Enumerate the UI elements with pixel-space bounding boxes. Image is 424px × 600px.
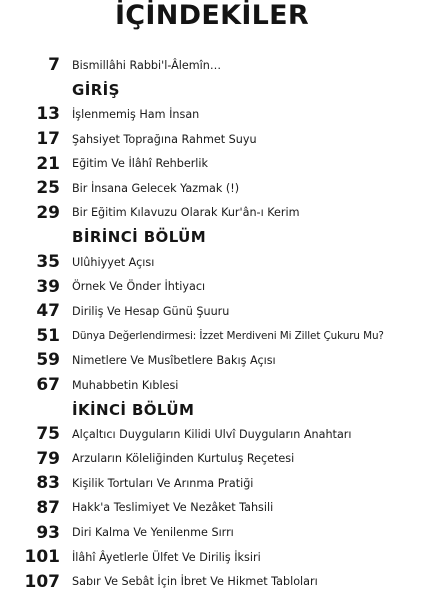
- table-of-contents: [0, 53, 424, 594]
- page-number: 13: [36, 104, 60, 125]
- page-number: 79: [36, 448, 60, 469]
- toc-entry: [0, 201, 424, 226]
- entry-title: İşlenmemiş Ham İnsan: [72, 107, 200, 121]
- entry-title: Alçaltıcı Duyguların Kilidi Ulvî Duyguların Anahtarı: [72, 427, 352, 441]
- section-heading: GİRİŞ: [72, 80, 120, 99]
- entry-title: Kişilik Tortuları Ve Arınma Pratiği: [72, 476, 254, 490]
- toc-entry: [0, 176, 424, 201]
- toc-entry: [0, 151, 424, 176]
- entry-title: Nimetlere Ve Musîbetlere Bakış Açısı: [72, 353, 276, 367]
- page-number: 75: [36, 424, 60, 445]
- page-number: 47: [36, 301, 60, 322]
- toc-entry: [0, 348, 424, 373]
- entry-title: Diri Kalma Ve Yenilenme Sırrı: [72, 526, 234, 540]
- entry-title: Bir Eğitim Kılavuzu Olarak Kur'ân-ı Kerim: [72, 206, 300, 220]
- toc-entry: [0, 250, 424, 275]
- toc-entry: [0, 545, 424, 570]
- toc-entry: [0, 569, 424, 594]
- toc-entry: [0, 373, 424, 398]
- page-title: İÇİNDEKİLER: [114, 0, 310, 31]
- entry-title: Arzuların Köleliğinden Kurtuluş Reçetesi: [72, 452, 295, 466]
- entry-title: Bismillâhi Rabbi'l-Âlemîn…: [72, 58, 222, 72]
- entry-title: Sabır Ve Sebât İçin İbret Ve Hikmet Tabloları: [72, 575, 318, 589]
- entry-title: Dünya Değerlendirmesi: İzzet Merdiveni Mi Zillet Çukuru Mu?: [72, 329, 384, 342]
- toc-entry: [0, 127, 424, 152]
- page-number: 51: [36, 325, 60, 346]
- toc-entry: [0, 520, 424, 545]
- toc-entry: [0, 324, 424, 349]
- toc-entry: [0, 422, 424, 447]
- page-number: 21: [36, 153, 60, 174]
- page-number: 25: [36, 178, 60, 199]
- toc-entry: [0, 102, 424, 127]
- section-heading: BİRİNCİ BÖLÜM: [72, 228, 207, 247]
- toc-entry: [0, 299, 424, 324]
- toc-entry: [0, 53, 424, 78]
- toc-entry: [0, 471, 424, 496]
- page-number: 83: [36, 473, 60, 494]
- page-number: 107: [24, 571, 60, 592]
- toc-section: [0, 397, 424, 422]
- entry-title: Bir İnsana Gelecek Yazmak (!): [72, 181, 240, 195]
- page-number: 93: [36, 522, 60, 543]
- entry-title: Diriliş Ve Hesap Günü Şuuru: [72, 304, 230, 318]
- toc-entry: [0, 496, 424, 521]
- toc-entry: [0, 447, 424, 472]
- page-number: 67: [36, 375, 60, 396]
- entry-title: Örnek Ve Önder İhtiyacı: [72, 280, 206, 294]
- page-number: 7: [48, 55, 60, 76]
- page-number: 35: [36, 252, 60, 273]
- entry-title: Eğitim Ve İlâhî Rehberlik: [72, 157, 208, 171]
- entry-title: İlâhî Âyetlerle Ülfet Ve Diriliş İksiri: [72, 550, 261, 564]
- page-number: 87: [36, 497, 60, 518]
- page-number: 101: [24, 547, 60, 568]
- page-number: 17: [36, 129, 60, 150]
- entry-title: Şahsiyet Toprağına Rahmet Suyu: [72, 132, 257, 146]
- entry-title: Muhabbetin Kıblesi: [72, 378, 179, 392]
- toc-section: [0, 225, 424, 250]
- entry-title: Hakk'a Teslimiyet Ve Nezâket Tahsili: [72, 501, 274, 515]
- section-heading: İKİNCİ BÖLÜM: [72, 400, 195, 419]
- entry-title: Ulûhiyyet Açısı: [72, 255, 155, 269]
- toc-section: [0, 78, 424, 103]
- toc-entry: [0, 274, 424, 299]
- page-number: 39: [36, 276, 60, 297]
- page-number: 29: [36, 202, 60, 223]
- page-number: 59: [36, 350, 60, 371]
